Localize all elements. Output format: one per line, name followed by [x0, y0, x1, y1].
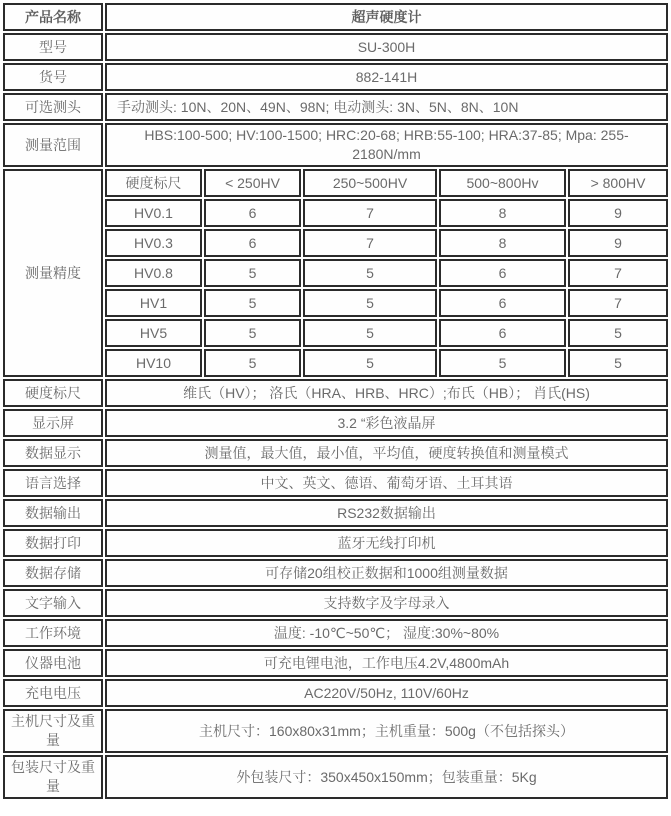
spec-value: SU-300H [105, 33, 668, 61]
spec-value: 维氏（HV）； 洛氏（HRA、HRB、HRC）;布氏（HB）； 肖氏(HS) [105, 379, 668, 407]
spec-label: 型号 [3, 33, 103, 61]
precision-cell: 5 [204, 319, 301, 347]
spec-value: 超声硬度计 [105, 3, 668, 31]
spec-row-model [3, 33, 668, 61]
spec-row-host-size-weight [3, 709, 668, 753]
precision-cell: 6 [439, 289, 566, 317]
spec-label: 数据显示 [3, 439, 103, 467]
spec-label: 产品名称 [3, 3, 103, 31]
precision-scale: HV0.1 [105, 199, 202, 227]
spec-label: 测量范围 [3, 123, 103, 167]
spec-row-data-storage [3, 559, 668, 587]
precision-cell: 7 [568, 289, 668, 317]
precision-cell: 5 [568, 319, 668, 347]
spec-row-charging-voltage [3, 679, 668, 707]
spec-label: 硬度标尺 [3, 379, 103, 407]
spec-value: 蓝牙无线打印机 [105, 529, 668, 557]
spec-label: 仪器电池 [3, 649, 103, 677]
spec-label: 测量精度 [3, 169, 103, 377]
spec-label: 货号 [3, 63, 103, 91]
precision-scale: HV0.3 [105, 229, 202, 257]
precision-cell: 5 [303, 319, 437, 347]
spec-value: 中文、英文、德语、葡萄牙语、土耳其语 [105, 469, 668, 497]
precision-cell: 6 [204, 199, 301, 227]
spec-value: 温度: -10℃~50℃； 湿度:30%~80% [105, 619, 668, 647]
spec-row-probes [3, 93, 668, 121]
spec-value: 可存储20组校正数据和1000组测量数据 [105, 559, 668, 587]
spec-value: 测量值，最大值，最小值，平均值，硬度转换值和测量模式 [105, 439, 668, 467]
precision-cell: 5 [568, 349, 668, 377]
precision-cell: 5 [204, 289, 301, 317]
spec-value: 主机尺寸：160x80x31mm；主机重量：500g（不包括探头） [105, 709, 668, 753]
spec-label: 主机尺寸及重量 [3, 709, 103, 753]
spec-label: 语言选择 [3, 469, 103, 497]
precision-cell: 8 [439, 199, 566, 227]
spec-value: AC220V/50Hz, 110V/60Hz [105, 679, 668, 707]
precision-column-header: > 800HV [568, 169, 668, 197]
spec-label: 工作环境 [3, 619, 103, 647]
precision-cell: 5 [204, 259, 301, 287]
precision-cell: 6 [439, 319, 566, 347]
spec-row-product-name [3, 3, 668, 31]
spec-row-work-environment [3, 619, 668, 647]
precision-scale: HV1 [105, 289, 202, 317]
spec-value: 3.2 “彩色液晶屏 [105, 409, 668, 437]
precision-column-header: 硬度标尺 [105, 169, 202, 197]
precision-cell: 6 [439, 259, 566, 287]
precision-cell: 8 [439, 229, 566, 257]
precision-cell: 5 [303, 289, 437, 317]
spec-value: 外包装尺寸：350x450x150mm；包装重量：5Kg [105, 755, 668, 799]
precision-cell: 7 [303, 229, 437, 257]
precision-column-header: < 250HV [204, 169, 301, 197]
spec-value: 882-141H [105, 63, 668, 91]
spec-label: 显示屏 [3, 409, 103, 437]
spec-row-hardness-scales [3, 379, 668, 407]
spec-label: 充电电压 [3, 679, 103, 707]
spec-row-data-display [3, 439, 668, 467]
spec-row-data-print [3, 529, 668, 557]
spec-value: RS232数据输出 [105, 499, 668, 527]
precision-cell: 6 [204, 229, 301, 257]
product-spec-table [1, 1, 670, 801]
spec-value: 手动测头: 10N、20N、49N、98N; 电动测头: 3N、5N、8N、10N [105, 93, 668, 121]
spec-label: 包装尺寸及重量 [3, 755, 103, 799]
precision-cell: 7 [568, 259, 668, 287]
precision-cell: 9 [568, 229, 668, 257]
spec-row-battery [3, 649, 668, 677]
spec-row-display-screen [3, 409, 668, 437]
spec-value: 支持数字及字母录入 [105, 589, 668, 617]
spec-label: 数据输出 [3, 499, 103, 527]
spec-row-language [3, 469, 668, 497]
precision-cell: 5 [439, 349, 566, 377]
spec-label: 数据打印 [3, 529, 103, 557]
precision-cell: 5 [204, 349, 301, 377]
spec-label: 文字输入 [3, 589, 103, 617]
spec-value: HBS:100-500; HV:100-1500; HRC:20-68; HRB:55-100; HRA:37-85; Mpa: 255-2180N/mm [105, 123, 668, 167]
spec-row-item-number [3, 63, 668, 91]
spec-label: 数据存储 [3, 559, 103, 587]
precision-scale: HV10 [105, 349, 202, 377]
precision-column-header: 500~800Hv [439, 169, 566, 197]
spec-label: 可选测头 [3, 93, 103, 121]
spec-row-package-size-weight [3, 755, 668, 799]
precision-scale: HV5 [105, 319, 202, 347]
spec-value: 可充电锂电池，工作电压4.2V,4800mAh [105, 649, 668, 677]
precision-cell: 7 [303, 199, 437, 227]
spec-row-text-input [3, 589, 668, 617]
precision-column-header: 250~500HV [303, 169, 437, 197]
spec-row-data-output [3, 499, 668, 527]
precision-header-row [3, 169, 668, 197]
precision-cell: 5 [303, 259, 437, 287]
precision-cell: 5 [303, 349, 437, 377]
spec-row-measuring-range [3, 123, 668, 167]
precision-scale: HV0.8 [105, 259, 202, 287]
precision-cell: 9 [568, 199, 668, 227]
